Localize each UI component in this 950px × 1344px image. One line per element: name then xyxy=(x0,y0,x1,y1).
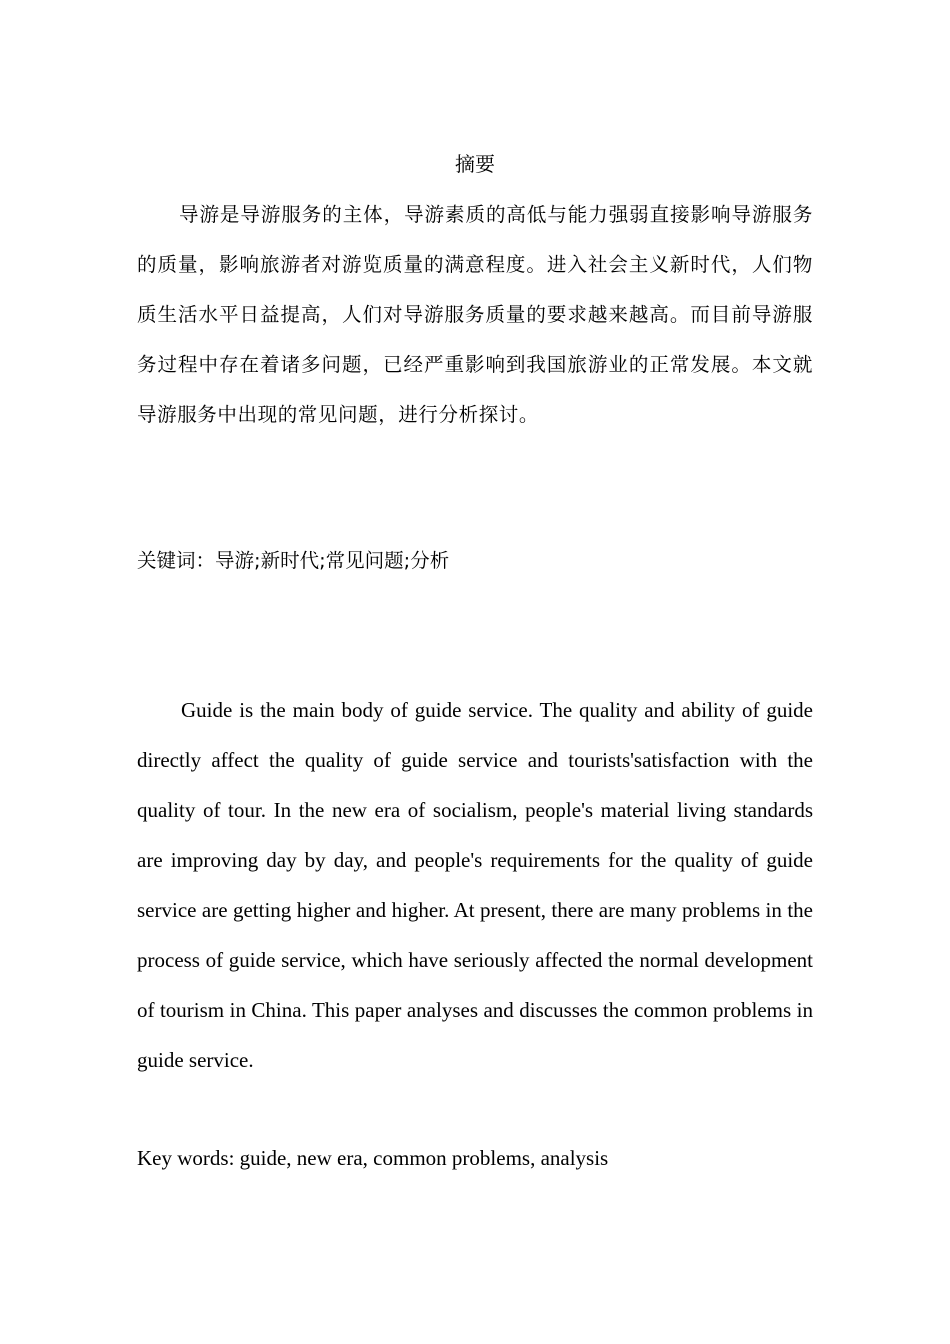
chinese-keywords: 关键词：导游;新时代;常见问题;分析 xyxy=(137,549,450,572)
english-abstract-paragraph: Guide is the main body of guide service. The quality and ability of guide directly affect the quality of guide service and tourists'satisfaction with the quality of tour. In the new era of socialism, people's material living standards are improving day by day, and people's requirements for the quality of guide service are getting higher and higher. At present, there are many problems in the process of guide service, which have seriously affected the normal development of tourism in China. This paper analyses and discusses the common problems in guide service. xyxy=(137,698,813,1072)
english-keywords: Key words: guide, new era, common problems, analysis xyxy=(137,1146,609,1170)
abstract-title: 摘要 xyxy=(455,152,495,176)
chinese-abstract-paragraph: 导游是导游服务的主体，导游素质的高低与能力强弱直接影响导游服务的质量，影响旅游者对游览质量的满意程度。进入社会主义新时代，人们物质生活水平日益提高，人们对导游服务质量的要求越来越高。而目前导游服务过程中存在着诸多问题，已经严重影响到我国旅游业的正常发展。本文就导游服务中出现的常见问题，进行分析探讨。 xyxy=(137,203,813,426)
